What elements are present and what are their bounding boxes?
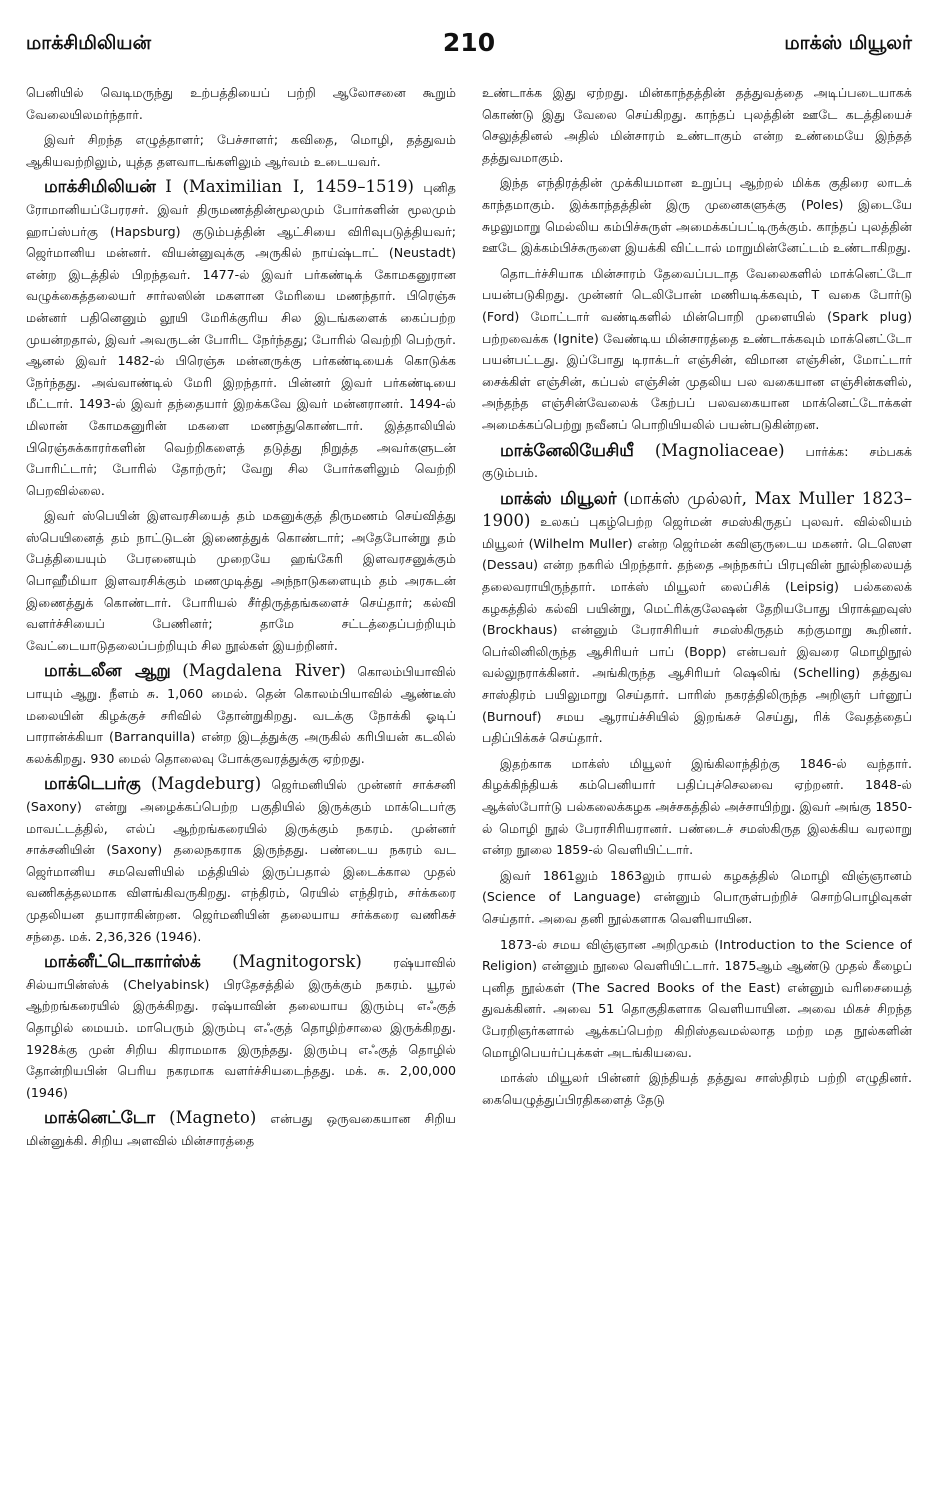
dictionary-page [26,30,912,1475]
entry-headword: மாக்டலீன ஆறு [44,661,171,682]
paragraph: இவர் ஸ்பெயின் இளவரசியைத் தம் மகனுக்குத் திருமணம் செய்வித்து ஸ்பெயினைத் தம் நாட்டுடன் இணைத்துக் கொண்டார்; அதேபோன்று தம் பேத்தியையும் பேரனையும் முறையே ஹங்கேரி இளவரசனுக்கும் பொஹீமியா இளவரசிக்கும் மணமுடித்து அந்நாடுகளையும் தம் அரசுடன் இணைத்துக் கொண்டார். போரியல் சீர்திருத்தங்களைச் செய்தார்; கல்வி வளர்ச்சியைப் பேணினர்; தாமே சட்டத்தைப்பற்றியும் வேட்டையாடுதலைப்பற்றியும் சில நூல்கள் இயற்றினர். [26,508,456,653]
entry-latin-name: (Magnoliaceae) [654,440,785,460]
entry-body-text: புனித ரோமானியப்பேரரசர். இவர் திருமணத்தின்மூலமும் போர்களின் மூலமும் ஹாப்ஸ்பர்கு (Hapsburg) குடும்பத்தின் ஆட்சியை விரிவுபடுத்தியவர்; ஜெர்மானிய மன்னர். வியன்னுவுக்கு அருகில் நாய்ஷ்டாட் (Neustadt) என்ற இடத்தில் பிறந்தவர். 1477-ல் இவர் பர்கண்டிக் கோமகனுரான வழுக்கைத்தலையர் சார்லஸின் மகளான மேரியை மணந்தார். பிரெஞ்சு மன்னர் பதினெனும் லூயி மேரிக்குரிய சில இடங்களைக் கைப்பற்ற முயன்றதால், இவர் அவருடன் போரிட நேர்ந்தது; போரில் வெற்றி பெற்ருர். ஆனல் இவர் 1482-ல் பிரெஞ்சு மன்னருக்கு பர்கண்டியைக் கொடுக்க நேர்ந்தது. அவ்வாண்டில் மேரி இறந்தார். பின்னர் இவர் பர்கண்டியை மீட்டார். 1493-ல் இவர் தந்தையார் இறக்கவே இவர் மன்னரானர். 1494-ல் மிலான் கோமகனுரின் மகளை மணந்துகொண்டார். இத்தாலியில் பிரெஞ்சுக்காரர்களின் வெற்றிகளைத் தடுத்து நிறுத்த அவர்களுடன் போரிட்டார்; போரில் தோற்ருர்; வேறு சில போர்களிலும் வெற்றி பெறவில்லை. [26,180,456,498]
paragraph: இவர் சிறந்த எழுத்தாளர்; பேச்சாளர்; கவிதை, மொழி, தத்துவம் ஆகியவற்றிலும், யுத்த தளவாடங்களிலும் ஆர்வம் உடையவர். [26,132,456,169]
entry-body-text: ரஷ்யாவில் சில்யாபின்ஸ்க் (Chelyabinsk) பிரதேசத்தில் இருக்கும் நகரம். யூரல் ஆற்றங்கரையில் இருக்கிறது. ரஷ்யாவின் தலையாய இரும்பு எஃகுத் தொழில் மையம். மாபெரும் இரும்பு எஃகுத் தொழிற்சாலை இருக்கிறது. 1928க்கு முன் சிறிய கிராமமாக இருந்தது. இரும்பு எஃகுத் தொழில் தோன்றியபின் பெரிய நகரமாக வளர்ச்சியடைந்தது. மக். சு. 2,00,000 (1946) [26,955,456,1100]
paragraph: இந்த எந்திரத்தின் முக்கியமான உறுப்பு ஆற்றல் மிக்க குதிரை லாடக் காந்தமாகும். இக்காந்தத்தின் இரு முனைகளுக்கு (Poles) இடையே சுழலுமாறு மெல்லிய கம்பிச்சுருள் அமைக்கப்பட்டிருக்கும். காந்தப் புலத்தின் ஊடே இக்கம்பிச்சுருளை இயக்கி விட்டால் மாறுமின்னேட்டம் உண்டாகிறது. [482,175,912,256]
entry-latin-name: (மாக்ஸ் முல்லர், Max Muller 1823–1900) [482,488,912,531]
entry-latin-name: (Magdeburg) [151,774,262,794]
paragraph: 1873-ல் சமய விஞ்ஞான அறிமுகம் (Introduction to the Science of Religion) என்னும் நூலை வெளியிட்டார். 1875ஆம் ஆண்டு முதல் கீழைப் புனித நூல்கள் (The Sacred Books of the East) என்னும் வரிசையைத் துவக்கினர். அவை 51 தொகுதிகளாக வெளியாயின. அவை மிகச் சிறந்த பேரறிஞர்களால் ஆக்கப்பெற்ற கிறிஸ்தவமல்லாத மற்ற மத நூல்களின் மொழிபெயர்ப்புக்கள் அடங்கியவை. [482,936,912,1060]
dictionary-entry [26,176,456,501]
dictionary-entry [26,1107,456,1151]
entry-latin-name: (Magnitogorsk) [232,952,362,972]
dictionary-entry [482,488,912,749]
entry-body-text: பார்க்க: சம்பகக் குடும்பம். [482,443,912,481]
entry-latin-name: (Magdalena River) [182,661,346,681]
paragraph: மாக்ஸ் மியூலர் பின்னர் இந்தியத் தத்துவ சாஸ்திரம் பற்றி எழுதினர். கையெழுத்துப்பிரதிகளைத் தேடு [482,1070,912,1107]
page-number: 210 [442,28,496,57]
dictionary-entry [26,660,456,769]
entry-latin-name: (Magneto) [169,1108,257,1128]
page-header [26,30,912,62]
entry-body-text: கொலம்பியாவில் பாயும் ஆறு. நீளம் சு. 1,060 மைல். தென் கொலம்பியாவில் ஆண்டீஸ் மலையின் கிழக்குச் சரிவில் தோன்றுகிறது. வடக்கு நோக்கி ஓடிப் பாரான்க்கியா (Barranquilla) என்ற இடத்துக்கு அருகில் கரிபியன் கடலில் கலக்கிறது. 930 மைல் தொலைவு போக்குவரத்துக்கு ஏற்றது. [26,664,456,766]
dictionary-entry [26,773,456,947]
paragraph: இதற்காக மாக்ஸ் மியூலர் இங்கிலாந்திற்கு 1846-ல் வந்தார். கிழக்கிந்தியக் கம்பெனியார் பதிப்புச்செலவை ஏற்றனர். 1848-ல் ஆக்ஸ்போர்டு பல்கலைக்கழக அச்சகத்தில் அச்சாயிற்று. இவர் அங்கு 1850-ல் மொழி நூல் பேராசிரியரானர். பண்டைச் சமஸ்கிருத இலக்கிய வரலாறு என்ற நூலை 1859-ல் வெளியிட்டார். [482,755,912,858]
entry-latin-name: I (Maximilian I, 1459–1519) [165,177,414,197]
paragraph: பெனியில் வெடிமருந்து உற்பத்தியைப் பற்றி ஆலோசனை கூறும் வேலையிலமர்ந்தார். [26,85,456,122]
entry-body-text: உலகப் புகழ்பெற்ற ஜெர்மன் சமஸ்கிருதப் புலவர். வில்லியம் மியூலர் (Wilhelm Muller) என்ற ஜெர்மன் கவிஞருடைய மகனர். டெஸௌ (Dessau) என்ற நகரில் பிறந்தார். தந்தை அந்நகர்ப் பிரபுவின் நூல்நிலையத் தலைவராயிருந்தார். மாக்ஸ் மியூலர் லைப்சிக் (Leipsig) பல்கலைக் கழகத்தில் கல்வி பயின்று, மெட்ரிக்குலேஷன் தேறியபோது பிராக்ஹவுஸ் (Brockhaus) என்னும் பேராசிரியர் சமஸ்கிருதம் கற்குமாறு கூறினர். பெர்லினிலிருந்த ஆசிரியர் பாப் (Bopp) என்பவர் இவரை மொழிநூல் வல்லுநராக்கினர். அங்கிருந்த ஆசிரியர் ஷெலிங் (Schelling) தத்துவ சாஸ்திரம் பயிலுமாறு செய்தார். பாரிஸ் நகரத்திலிருந்த அறிஞர் பர்னூப் (Burnouf) சமய ஆராய்ச்சியில் இறங்கச் செய்து, ரிக் வேதத்தைப் பதிப்பிக்கச் செய்தார். [482,514,912,746]
header-left-guide-word: மாக்சிமிலியன் [26,32,152,54]
header-right-guide-word: மாக்ஸ் மியூலர் [784,32,912,54]
entry-headword: மாக்சிமிலியன் [44,177,156,198]
paragraph: இவர் 1861லும் 1863லும் ராயல் கழகத்தில் மொழி விஞ்ஞானம் (Science of Language) என்னும் பொருள்பற்றிச் சொற்பொழிவுகள் செய்தார். அவை தனி நூல்களாக வெளியாயின. [482,867,912,926]
entry-headword: மாக்ஸ் மியூலர் [500,488,617,509]
dictionary-entry [482,440,912,484]
entry-body-text: ஜெர்மனியில் முன்னர் சாக்சனி (Saxony) என்று அழைக்கப்பெற்ற பகுதியில் இருக்கும் மாக்டெபர்கு மாவட்டத்தில், எல்ப் ஆற்றங்கரையில் இருக்கும் நகரம். முன்னர் சாக்சனியின் (Saxony) தலைநகராக இருந்தது. பண்டைய நகரம் வட ஜெர்மானிய சமவெளியில் மத்தியில் இருப்பதால் இடைக்கால முதல் வணிகத்தலமாக விளங்கிவருகிறது. எந்திரம், ரெயில் எந்திரம், சர்க்கரை முதலியன தயாராகின்றன. ஜெர்மனியின் தலையாய சர்க்கரை வணிகச் சந்தை. மக். 2,36,326 (1946). [26,777,456,944]
text-columns [26,82,912,1472]
entry-headword: மாக்னீட்டொகார்ஸ்க் [44,952,201,973]
entry-headword: மாக்னெட்டோ [44,1108,156,1129]
entry-headword: மாக்னேலியேசியீ [500,440,634,461]
paragraph: தொடர்ச்சியாக மின்சாரம் தேவைப்படாத வேலைகளில் மாக்னெட்டோ பயன்படுகிறது. முன்னர் டெலிபோன் மணியடிக்கவும், T வகை போர்டு (Ford) மோட்டார் வண்டிகளில் மின்பொறி முளையில் (Spark plug) பற்றவைக்க (Ignite) வேண்டிய மின்சாரத்தை உண்டாக்கவும் மாக்னெட்டோ பயன்பட்டது. இப்போது டிராக்டர் எஞ்சின், விமான எஞ்சின், மோட்டார் சைக்கிள் எஞ்சின், கப்பல் எஞ்சின் முதலிய பல வகையான எஞ்சின்களில், அந்தந்த எஞ்சின்வேலைக் கேற்பப் பலவகையான மாக்னெட்டோக்கள் அமைக்கப்பெற்று நவீனப் பொறியியலில் பயன்படுகின்றன. [482,265,912,432]
dictionary-entry [26,951,456,1103]
entry-headword: மாக்டெபர்கு [44,774,141,795]
paragraph: உண்டாக்க இது ஏற்றது. மின்காந்தத்தின் தத்துவத்தை அடிப்படையாகக் கொண்டு இது வேலை செய்கிறது. காந்தப் புலத்தின் ஊடே கடத்தியைச் செலுத்தினல் அதில் மின்சாரம் உண்டாகும் என்ற உண்மையே இந்தத் தத்துவமாகும். [482,85,912,165]
entry-body-text: என்பது ஒருவகையான சிறிய மின்னுக்கி. சிறிய அளவில் மின்சாரத்தை [26,1111,456,1148]
right-column [482,82,912,1472]
left-column [26,82,456,1472]
